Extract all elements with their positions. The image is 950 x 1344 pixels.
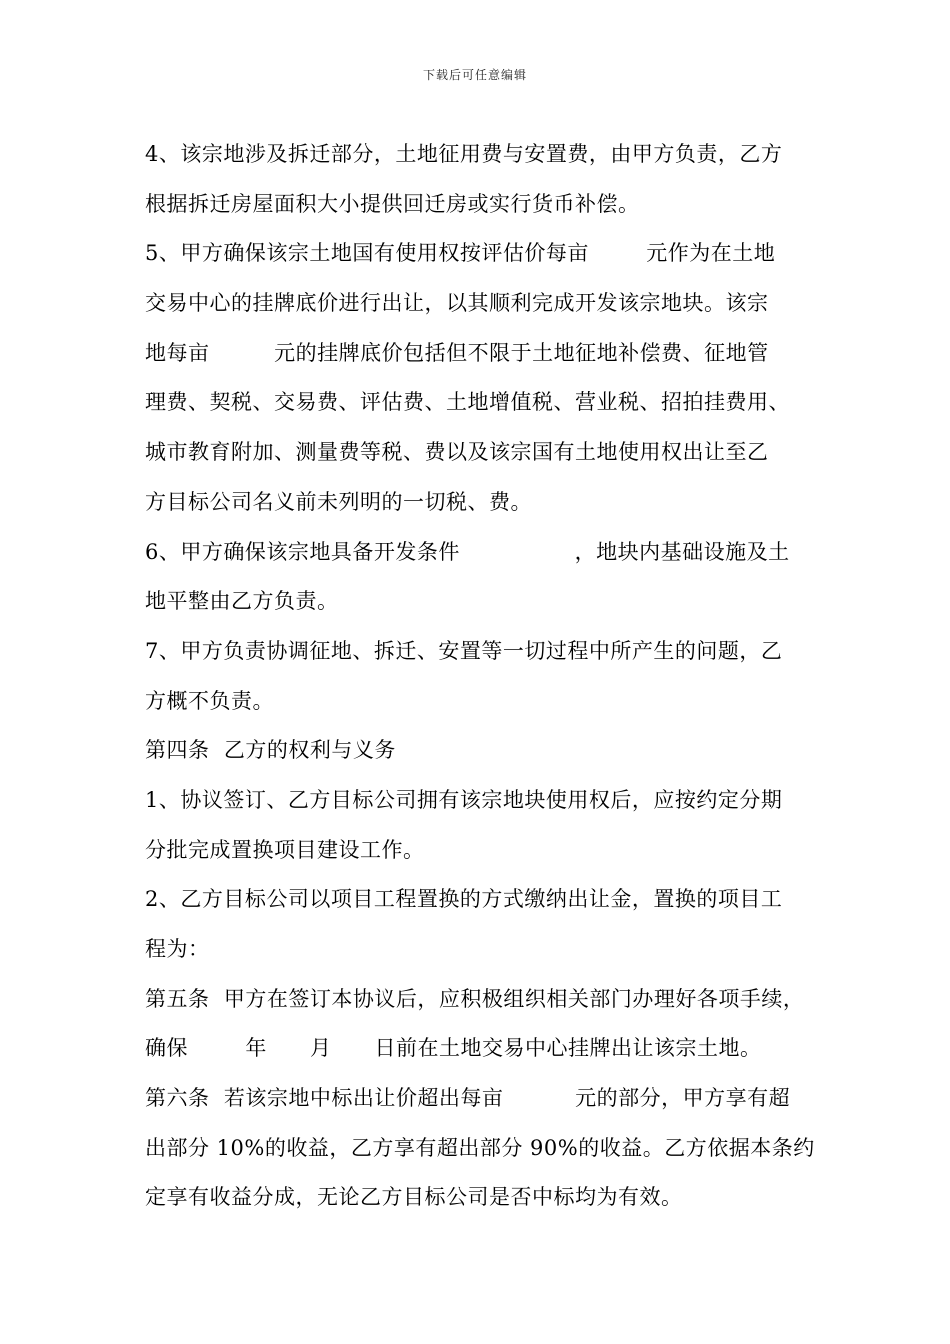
text-line: 根据拆迁房屋面积大小提供回迁房或实行货币补偿。: [145, 191, 640, 216]
text-line: 1、协议签订、乙方目标公司拥有该宗地块使用权后，应按约定分期: [145, 787, 783, 812]
contract-body: [145, 130, 825, 1223]
text-line: 确保 年 月 日前在土地交易中心挂牌出让该宗土地。: [145, 1036, 762, 1061]
text-line: 方概不负责。: [145, 688, 274, 713]
text-line: 程为：: [145, 937, 210, 961]
text-line: 出部分 10%的收益，乙方享有超出部分 90%的收益。乙方依据本条约: [145, 1135, 815, 1160]
text-line: 理费、契税、交易费、评估费、土地增值税、营业税、招拍挂费用、: [145, 390, 790, 415]
text-line: 定享有收益分成，无论乙方目标公司是否中标均为有效。: [145, 1185, 683, 1210]
text-line: 第六条 若该宗地中标出让价超出每亩 元的部分，甲方享有超: [145, 1086, 791, 1111]
section-heading: 第四条 乙方的权利与义务: [145, 738, 396, 763]
text-line: 第五条 甲方在签订本协议后，应积极组织相关部门办理好各项手续，: [145, 986, 805, 1011]
text-line: 城市教育附加、测量费等税、费以及该宗国有土地使用权出让至乙: [145, 440, 769, 465]
text-line: 5、甲方确保该宗土地国有使用权按评估价每亩 元作为在土地: [145, 241, 776, 266]
text-line: 地平整由乙方负责。: [145, 589, 339, 614]
text-line: 分批完成置换项目建设工作。: [145, 837, 425, 862]
text-line: 2、乙方目标公司以项目工程置换的方式缴纳出让金，置换的项目工: [145, 887, 783, 912]
text-line: 6、甲方确保该宗地具备开发条件 ，地块内基础设施及土: [145, 539, 790, 564]
text-line: 4、该宗地涉及拆迁部分，土地征用费与安置费，由甲方负责，乙方: [145, 142, 783, 166]
text-line: 7、甲方负责协调征地、拆迁、安置等一切过程中所产生的问题，乙: [145, 638, 783, 663]
text-line: 地每亩 元的挂牌底价包括但不限于土地征地补偿费、征地管: [145, 340, 769, 365]
text-line: 方目标公司名义前未列明的一切税、费。: [145, 489, 532, 514]
page-header: 下载后可任意编辑: [422, 68, 527, 82]
text-line: 交易中心的挂牌底价进行出让，以其顺利完成开发该宗地块。该宗: [145, 291, 769, 316]
